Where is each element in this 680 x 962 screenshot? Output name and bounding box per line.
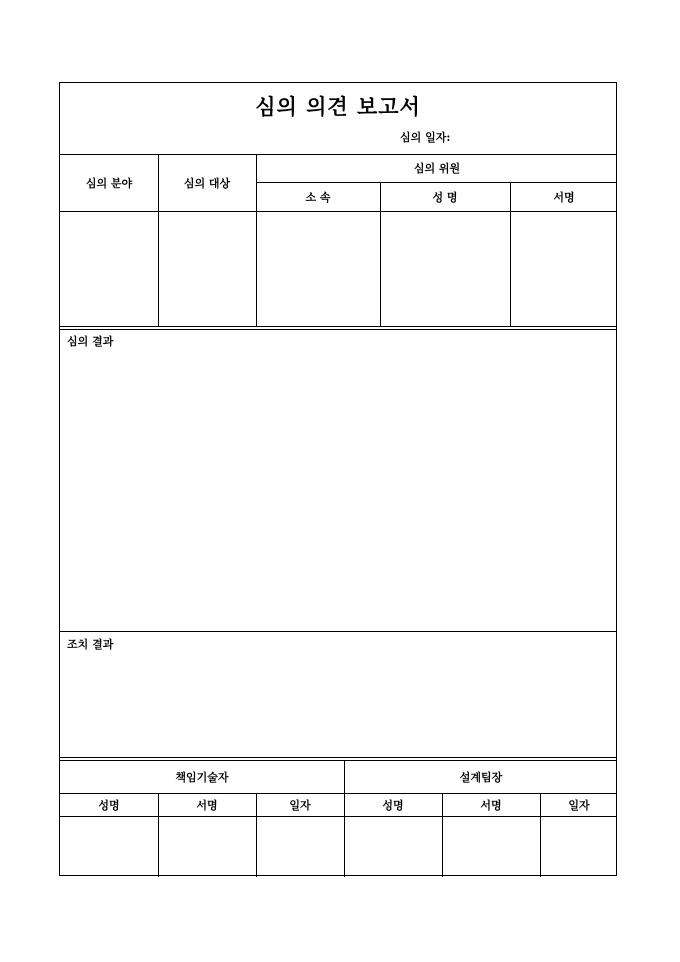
header-signature: 서명 — [553, 190, 575, 204]
review-result-label: 심의 결과 — [67, 335, 114, 348]
action-result-label: 조치 결과 — [67, 638, 114, 651]
divider — [60, 326, 616, 327]
header-field: 심의 분야 — [85, 176, 133, 190]
engineer-header: 책임기술자 — [175, 770, 229, 784]
engineer-signature-col: 서명 — [196, 798, 218, 812]
leader-date-col: 일자 — [568, 798, 590, 812]
divider — [60, 329, 616, 330]
engineer-date-col: 일자 — [289, 798, 311, 812]
divider — [60, 816, 616, 817]
header-target: 심의 대상 — [183, 176, 231, 190]
divider — [60, 211, 616, 212]
divider — [60, 631, 616, 632]
team-leader-header: 설계팀장 — [459, 770, 503, 784]
divider — [60, 757, 616, 758]
page-title: 심의 의견 보고서 — [255, 94, 421, 119]
leader-signature-col: 서명 — [480, 798, 502, 812]
header-name: 성 명 — [432, 190, 458, 204]
review-date-label: 심의 일자: — [400, 131, 451, 144]
review-report-form — [59, 82, 617, 876]
header-committee: 심의 위원 — [413, 162, 461, 175]
leader-name-col: 성명 — [382, 798, 404, 812]
header-affiliation: 소 속 — [305, 190, 331, 204]
engineer-name-col: 성명 — [98, 798, 120, 812]
